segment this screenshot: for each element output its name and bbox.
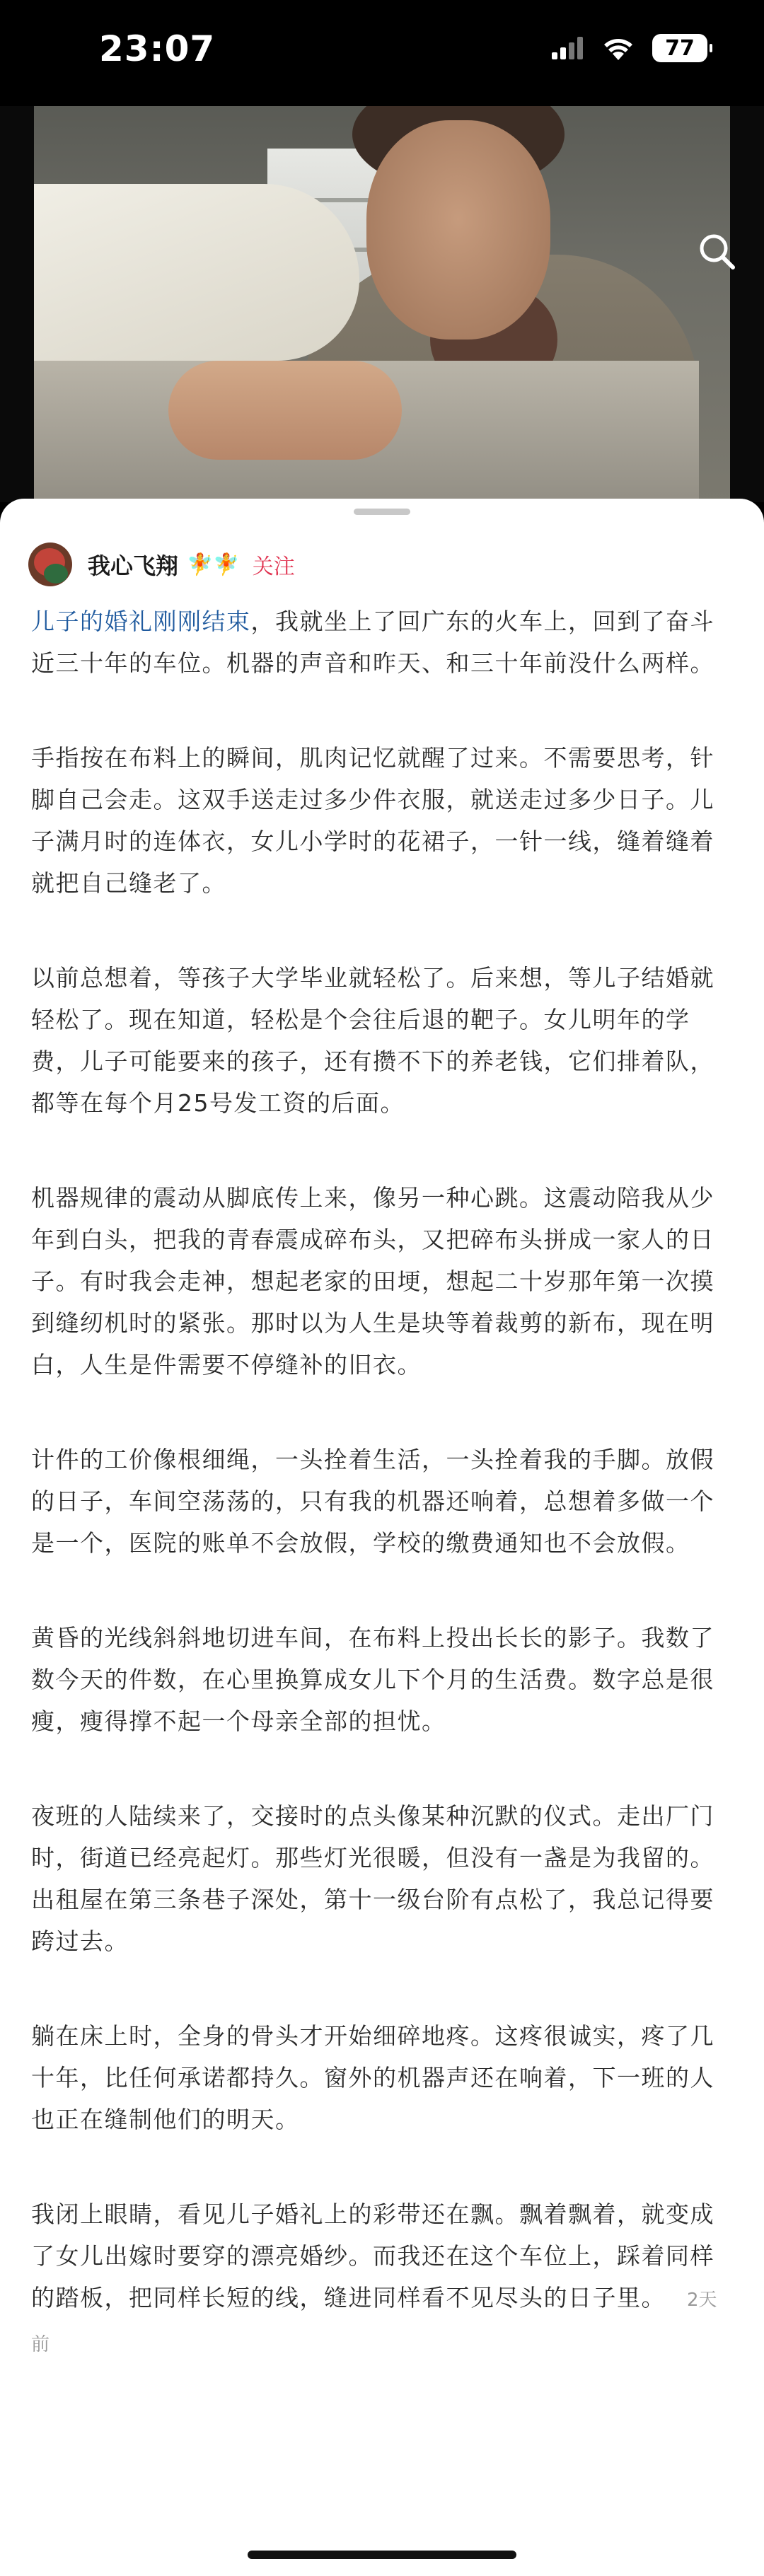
signal-icon [552, 37, 584, 59]
post-paragraph: 计件的工价像根细绳，一头拴着生活，一头拴着我的手脚。放假的日子，车间空荡荡的，只有我的机器还响着，总想着多做一个是一个，医院的账单不会放假，学校的缴费通知也不会放假。 [31, 1446, 714, 1557]
home-indicator[interactable] [248, 2551, 516, 2559]
post-paragraph [31, 601, 733, 684]
post-paragraph-last [31, 2193, 733, 2366]
video-player[interactable] [0, 106, 764, 502]
status-bar [0, 0, 764, 106]
post-paragraph: 以前总想着，等孩子大学毕业就轻松了。后来想，等儿子结婚就轻松了。现在知道，轻松是个会往后退的靶子。女儿明年的学费，儿子可能要来的孩子，还有攒不下的养老钱，它们排着队，都等在每个月25号发工资的后面。 [31, 964, 714, 1117]
post-paragraph: 夜班的人陆续来了，交接时的点头像某种沉默的仪式。走出厂门时，街道已经亮起灯。那些灯光很暖，但没有一盏是为我留的。出租屋在第三条巷子深处，第十一级台阶有点松了，我总记得要跨过去。 [31, 1802, 714, 1955]
follow-button[interactable]: 关注 [252, 555, 295, 579]
author-row [28, 538, 295, 591]
topic-tag-link[interactable]: 儿子的婚礼刚刚结束 [31, 608, 251, 635]
post-paragraph: 手指按在布料上的瞬间，肌肉记忆就醒了过来。不需要思考，针脚自己会走。这双手送走过多少件衣服，就送走过多少日子。儿子满月时的连体衣，女儿小学时的花裙子，一针一线，缝着缝着就把自己缝老了。 [31, 744, 714, 897]
author-badge: 🧚🧚 [187, 552, 240, 577]
drag-handle[interactable] [354, 509, 410, 515]
post-time: 2天前 [31, 2290, 717, 2355]
video-frame [34, 106, 730, 502]
paragraph-text: 我闭上眼睛，看见儿子婚礼上的彩带还在飘。飘着飘着，就变成了女儿出嫁时要穿的漂亮婚纱。而我还在这个车位上，踩着同样的踏板，把同样长短的线，缝进同样看不见尽头的日子里。 [31, 2200, 714, 2311]
avatar[interactable] [28, 543, 72, 586]
author-name[interactable]: 我心飞翔 [88, 552, 179, 579]
post-paragraph: 黄昏的光线斜斜地切进车间，在布料上投出长长的影子。我数了数今天的件数，在心里换算成女儿下个月的生活费。数字总是很瘦，瘦得撑不起一个母亲全部的担忧。 [31, 1624, 714, 1735]
search-icon[interactable] [692, 226, 743, 277]
wifi-icon [603, 36, 634, 60]
battery-level: 77 [665, 35, 695, 61]
paragraph-text: ，我就坐上了回广东的火车上，回到了奋斗近三十年的车位。机器的声音和昨天、和三十年前没什么两样。 [31, 608, 714, 677]
status-icons [552, 34, 707, 62]
post-sheet [0, 499, 764, 2576]
post-paragraph: 机器规律的震动从脚底传上来，像另一种心跳。这震动陪我从少年到白头，把我的青春震成碎布头，又把碎布头拼成一家人的日子。有时我会走神，想起老家的田埂，想起二十岁那年第一次摸到缝纫机时的紧张。那时以为人生是块等着裁剪的新布，现在明白，人生是件需要不停缝补的旧衣。 [31, 1184, 714, 1379]
status-time: 23:07 [99, 28, 216, 69]
post-paragraph: 躺在床上时，全身的骨头才开始细碎地疼。这疼很诚实，疼了几十年，比任何承诺都持久。窗外的机器声还在响着，下一班的人也正在缝制他们的明天。 [31, 2022, 714, 2133]
battery-icon [652, 34, 707, 62]
post-body [31, 601, 733, 2419]
